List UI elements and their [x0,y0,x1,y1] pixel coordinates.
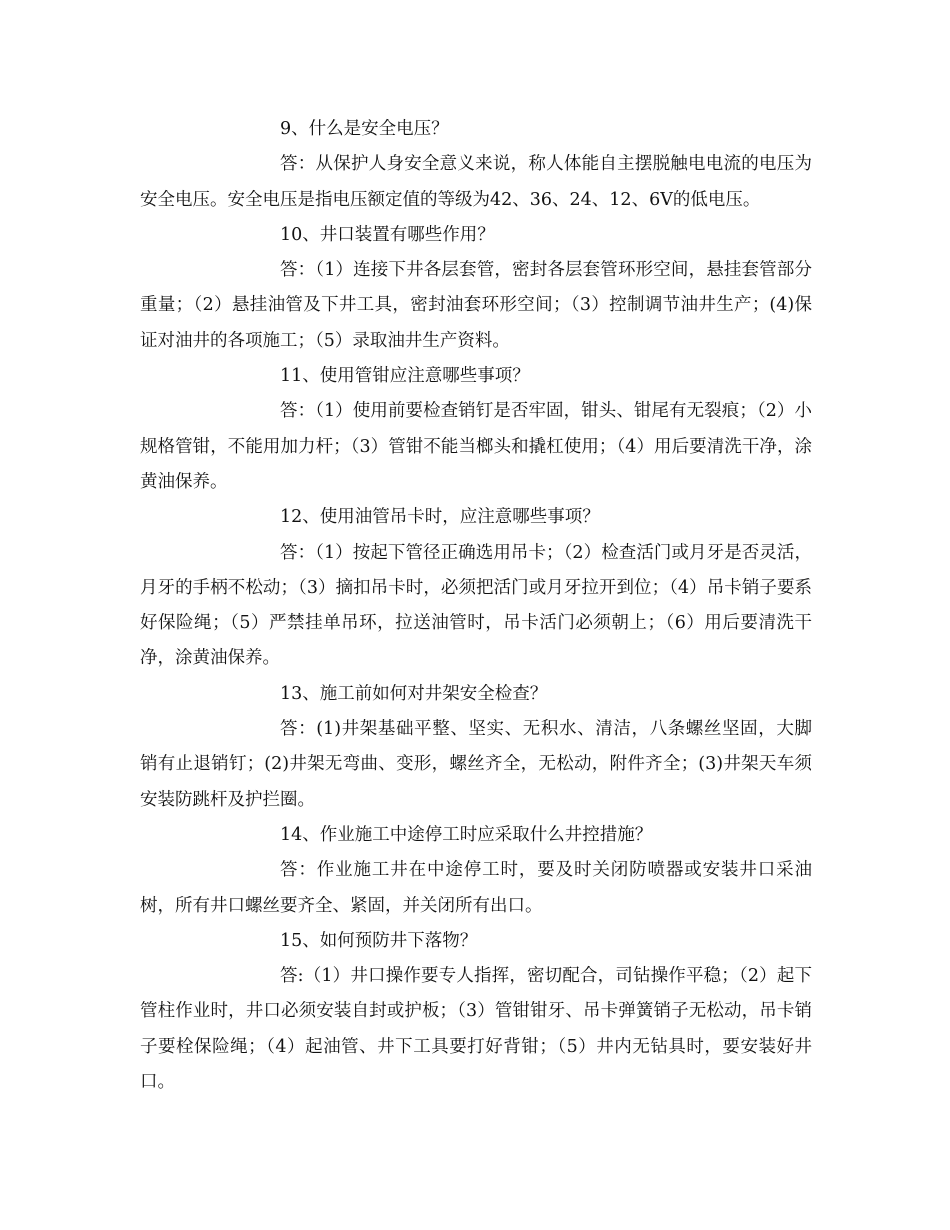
answer-10: 答：（1）连接下井各层套管，密封各层套管环形空间，悬挂套管部分重量；（2）悬挂油管及下井工具，密封油套环形空间；（3）控制调节油井生产；(4)保证对油井的各项施工；（5）录取油井生产资料。 [140,260,812,351]
answer-14: 答：作业施工井在中途停工时，要及时关闭防喷器或安装井口采油树，所有井口螺丝要齐全、紧固，并关闭所有出口。 [140,860,812,916]
question-14: 14、作业施工中途停工时应采取什么井控措施？ [280,824,653,845]
question-13: 13、施工前如何对井架安全检查？ [280,683,548,704]
answer-11: 答：（1）使用前要检查销钉是否牢固，钳头、钳尾有无裂痕；（2）小规格管钳，不能用加力杆；（3）管钳不能当榔头和撬杠使用；（4）用后要清洗干净，涂黄油保养。 [140,401,812,492]
answer-15: 答:（1）井口操作要专人指挥，密切配合，司钻操作平稳；（2）起下管柱作业时，井口必须安装自封或护板；（3）管钳钳牙、吊卡弹簧销子无松动，吊卡销子要栓保险绳；（4）起油管、井下工具要打好背钳；（5）井内无钻具时，要安装好井口。 [140,966,812,1093]
question-12: 12、使用油管吊卡时，应注意哪些事项？ [280,507,600,528]
document-body [140,112,812,1100]
question-9: 9、什么是安全电压？ [280,119,449,139]
answer-12: 答：（1）按起下管径正确选用吊卡；（2）检查活门或月牙是否灵活，月牙的手柄不松动；（3）摘扣吊卡时，必须把活门或月牙拉开到位；（4）吊卡销子要系好保险绳；（5）严禁挂单吊环，拉送油管时，吊卡活门必须朝上；（6）用后要清洗干净，涂黄油保养。 [140,542,812,669]
question-11: 11、使用管钳应注意哪些事项？ [280,366,530,387]
answer-9: 答：从保护人身安全意义来说，称人体能自主摆脱触电电流的电压为安全电压。安全电压是指电压额定值的等级为42、36、24、12、6V的低电压。 [140,154,812,210]
question-15: 15、如何预防井下落物？ [280,930,478,951]
answer-13: 答：(1)井架基础平整、坚实、无积水、清洁，八条螺丝坚固，大脚销有止退销钉；(2)井架无弯曲、变形，螺丝齐全，无松动，附件齐全；(3)井架天车须安装防跳杆及护拦圈。 [140,719,812,810]
question-10: 10、井口装置有哪些作用？ [280,224,495,245]
